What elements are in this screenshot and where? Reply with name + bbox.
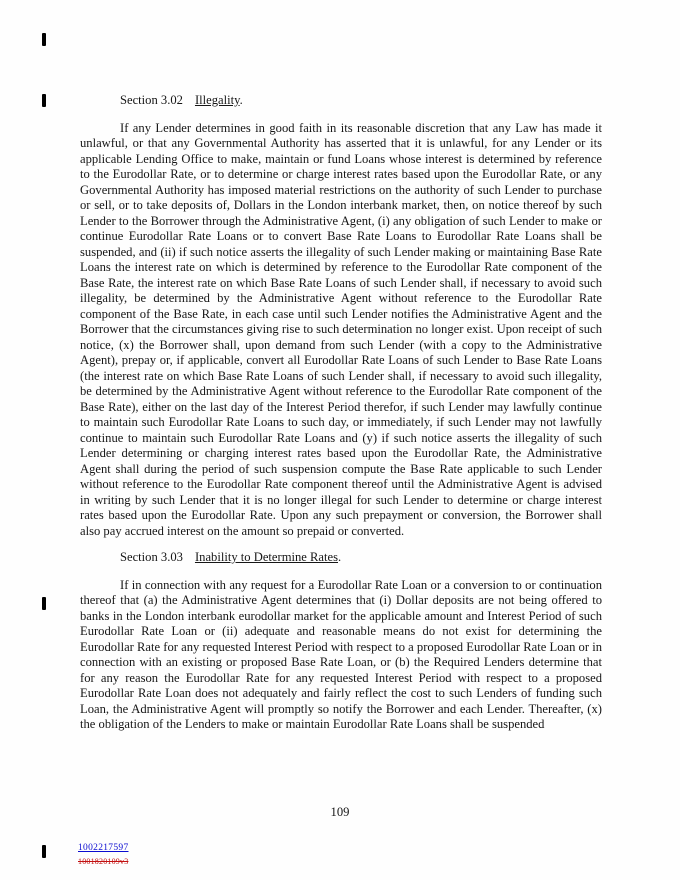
page-number: 109 — [330, 805, 350, 819]
change-bar — [42, 94, 46, 107]
section-title-period: . — [338, 550, 342, 564]
section-number: Section 3.02 — [120, 93, 183, 107]
change-bar — [42, 33, 46, 46]
section-3-02-paragraph: If any Lender determines in good faith in its reasonable discretion that any Law has made it unlawful, or that any Governmental Authority has asserted that it is unlawful, for any Lender or its applicable Lending Office to make, maintain or fund Loans whose interest is determined by reference to the Eurodollar Rate, or to determine or charge interest rates based upon the Eurodollar Rate, or any Governmental Authority has imposed material restrictions on the authority of such Lender to purchase or sell, or to take deposits of, Dollars in the London interbank market, then, on notice thereof by such Lender to the Borrower through the Administrative Agent, (i) any obligation of such Lender to make or continue Eurodollar Rate Loans or to convert Base Rate Loans to Eurodollar Rate Loans shall be suspended, and (ii) if such notice asserts the illegality of such Lender making or maintaining Base Rate Loans the interest rate on which is determined by reference to the Eurodollar Rate component of the Base Rate, the interest rate on which Base Rate Loans of such Lender shall, if necessary to avoid such illegality, be determined by the Administrative Agent without reference to the Eurodollar Rate component of the Base Rate, in each case until such Lender notifies the Administrative Agent and the Borrower that the circumstances giving rise to such determination no longer exist. Upon receipt of such notice, (x) the Borrower shall, upon demand from such Lender (with a copy to the Administrative Agent), prepay or, if applicable, convert all Eurodollar Rate Loans of such Lender to Base Rate Loans (the interest rate on which Base Rate Loans of such Lender shall, if necessary to avoid such illegality, be determined by the Administrative Agent without reference to the Eurodollar Rate component of the Base Rate), either on the last day of the Interest Period therefor, if such Lender may lawfully continue to maintain such Eurodollar Rate Loans to such day, or immediately, if such Lender may not lawfully continue to maintain such Eurodollar Rate Loans and (y) if such notice asserts the illegality of such Lender determining or charging interest rates based upon the Eurodollar Rate, the Administrative Agent shall during the period of such suspension compute the Base Rate applicable to such Lender without reference to the Eurodollar Rate component thereof until the Administrative Agent is advised in writing by such Lender that it is no longer illegal for such Lender to determine or charge interest rates based upon the Eurodollar Rate. Upon any such prepayment or conversion, the Borrower shall also pay accrued interest on the amount so prepaid or converted. — [80, 120, 602, 538]
change-bar — [42, 845, 46, 858]
doc-id-previous-stamp: 1001820109v3 — [78, 857, 129, 866]
section-heading-3-03 — [80, 550, 602, 566]
section-3-03-paragraph: If in connection with any request for a Eurodollar Rate Loan or a conversion to or continuation thereof that (a) the Administrative Agent determines that (i) Dollar deposits are not being offered to banks in the London interbank eurodollar market for the applicable amount and Interest Period of such Eurodollar Rate Loan or (ii) adequate and reasonable means do not exist for determining the Eurodollar Rate for any requested Interest Period with respect to a proposed Eurodollar Rate Loan or in connection with an existing or proposed Base Rate Loan, or (b) the Required Lenders determine that for any reason the Eurodollar Rate for any requested Interest Period with respect to a proposed Eurodollar Rate Loan does not adequately and fairly reflect the cost to such Lenders of funding such Loan, the Administrative Agent will promptly so notify the Borrower and each Lender. Thereafter, (x) the obligation of the Lenders to make or maintain Eurodollar Rate Loans shall be suspended — [80, 577, 602, 731]
section-heading-3-02 — [80, 93, 602, 109]
section-title-period: . — [239, 93, 243, 107]
section-number: Section 3.03 — [120, 550, 183, 564]
section-title: Inability to Determine Rates — [194, 550, 339, 564]
change-bar — [42, 597, 46, 610]
section-title: Illegality — [194, 93, 240, 107]
doc-id-current-stamp: 1002217597 — [78, 843, 129, 853]
page-body — [80, 93, 602, 744]
